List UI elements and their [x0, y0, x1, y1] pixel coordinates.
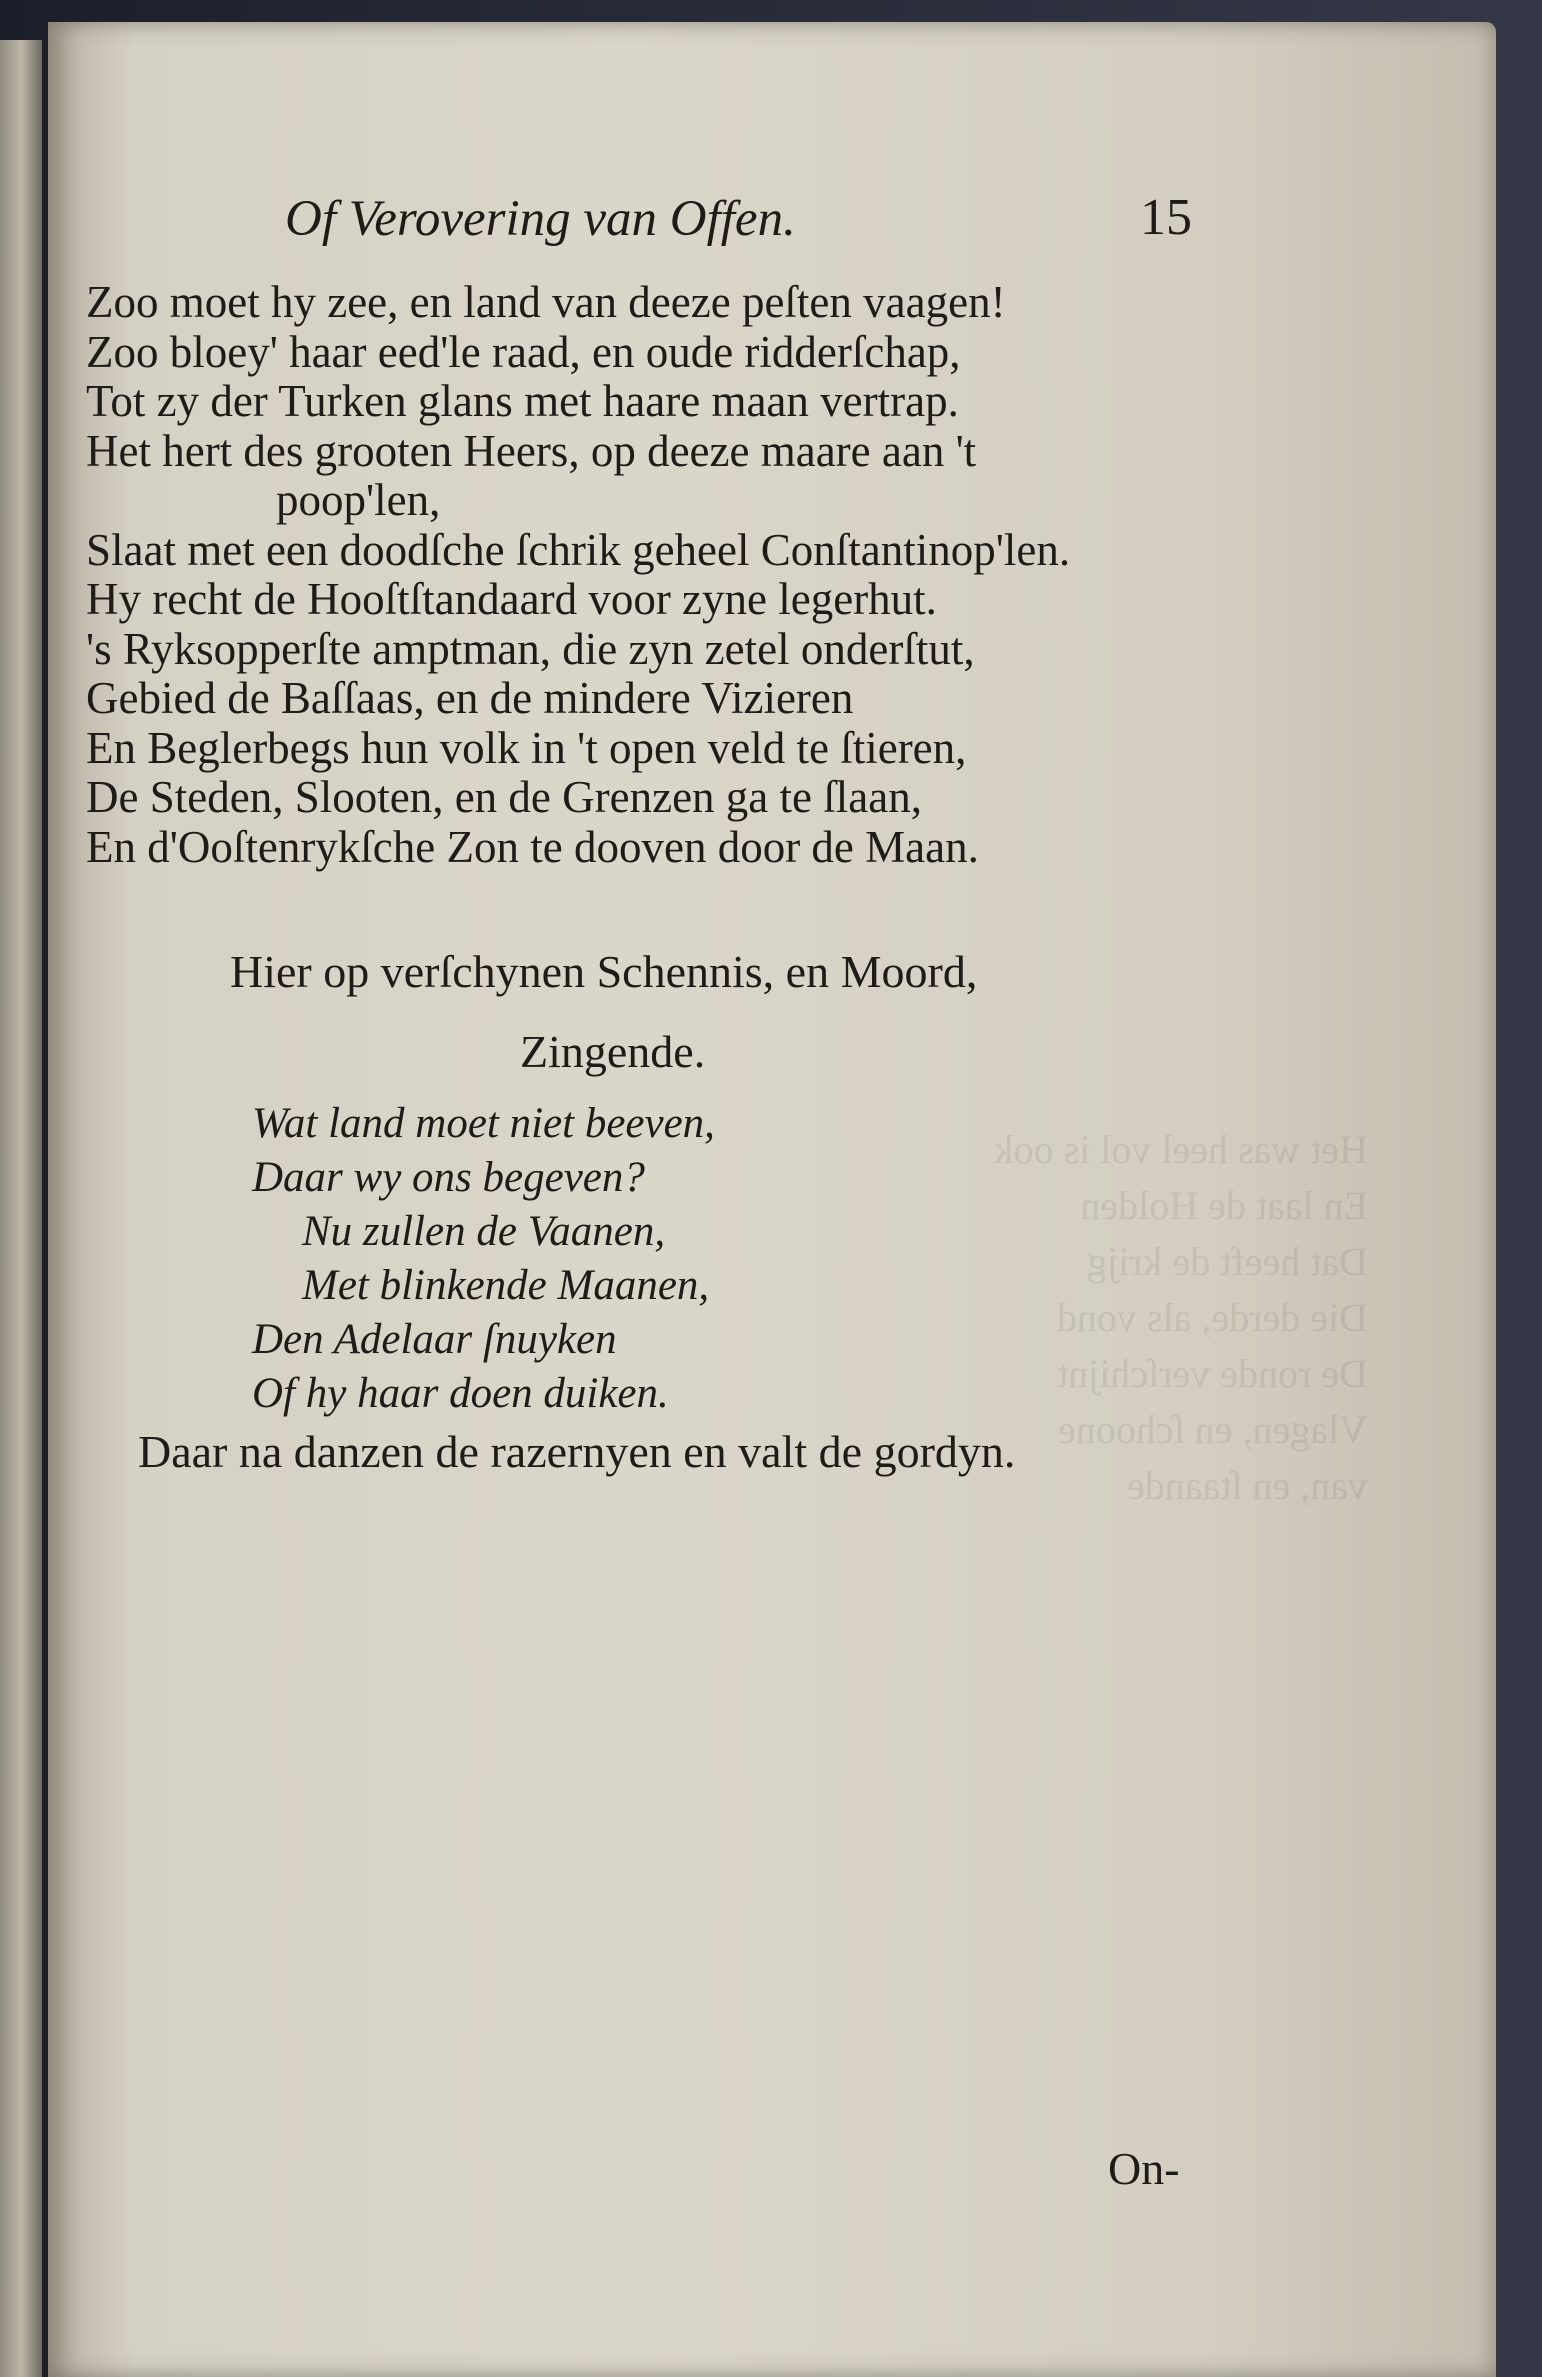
page-number: 15 [1140, 189, 1192, 246]
stage-direction-singing: Zingende. [520, 1026, 706, 1077]
stage-direction: Hier op verſchynen Schennis, en Moord, [230, 946, 978, 997]
verse-line: De Steden, Slooten, en de Grenzen ga te ſlaan, [86, 772, 922, 822]
verse-line: Tot zy der Turken glans met haare maan vertrap. [86, 376, 959, 426]
verse-line: Slaat met een doodſche ſchrik geheel Conſtantinop'len. [86, 524, 1071, 575]
verse-line: Hy recht de Hooſtſtandaard voor zyne legerhut. [86, 574, 937, 624]
song-line: Met blinkende Maanen, [302, 1262, 710, 1309]
show-through-text: Het was heel vol is ook En laat de Holden Dat heeft de krijg Die derde, als vond De ronde verſchijnt Vlagen, en ſchoone van, en ſtaande [993, 1127, 1368, 1508]
song-line: Den Adelaar ſnuyken [252, 1316, 617, 1363]
closing-stage-direction: Daar na danzen de razernyen en valt de gordyn. [138, 1426, 1016, 1477]
verse-line: En Beglerbegs hun volk in 't open veld te ſtieren, [86, 722, 967, 773]
verse-line: Zoo moet hy zee, en land van deeze peſten vaagen! [86, 277, 1006, 327]
song-block [252, 1097, 715, 1421]
verse-line: Zoo bloey' haar eed'le raad, en oude ridderſchap, [86, 326, 961, 377]
verse-line: 's Ryksopperſte amptman, die zyn zetel onderſtut, [86, 623, 975, 674]
song-line: Wat land moet niet beeven, [252, 1100, 715, 1147]
catchword: On- [1108, 2143, 1180, 2194]
verse-block [86, 278, 1070, 872]
running-head: Of Verovering van Offen. [285, 191, 796, 247]
facing-page-edge [0, 40, 42, 2377]
verse-line-continuation: poop'len, [276, 475, 441, 525]
song-line: Of hy haar doen duiken. [252, 1370, 669, 1417]
verse-line: En d'Ooſtenrykſche Zon te dooven door de Maan. [86, 821, 979, 872]
song-line: Daar wy ons begeven? [252, 1154, 645, 1201]
verse-line: Gebied de Baſſaas, en de mindere Vizieren [86, 673, 854, 723]
song-line: Nu zullen de Vaanen, [302, 1208, 666, 1255]
verse-line: Het hert des grooten Heers, op deeze maare aan 't [86, 425, 977, 476]
